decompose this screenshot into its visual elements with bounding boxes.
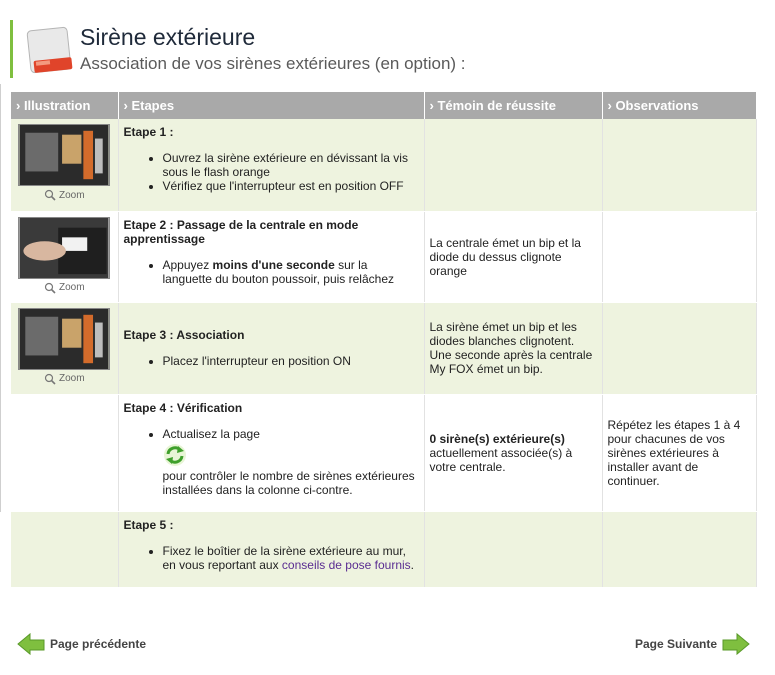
installation-advice-link[interactable]: conseils de pose fournis [281,557,411,572]
step-cell [118,511,424,587]
siren-icon [26,23,76,75]
step-2-photo[interactable] [18,217,110,279]
steps-table [11,92,757,588]
list-item: • Ouvrez la sirène extérieure en dévissant la vis sous le flash orange [163,151,418,179]
page-header [0,18,775,84]
observation-cell [602,302,756,394]
zoom-icon [44,282,56,294]
zoom-icon [44,373,56,385]
observation-cell [602,119,756,211]
page-subtitle: Association de vos sirènes extérieures (en option) : [80,54,466,73]
page-title: Sirène extérieure [80,24,256,50]
step-cell [118,302,424,394]
column-header-success: › Témoin de réussite [424,92,602,119]
table-row [11,511,756,587]
step-1-photo[interactable] [18,124,110,186]
success-cell [424,511,602,587]
success-cell [424,119,602,211]
previous-page-button[interactable] [16,632,146,656]
table-header-row [11,92,756,119]
success-cell: La sirène émet un bip et les diodes blanches clignotent. Une seconde après la centrale My FOX émet un bip. [424,302,602,394]
previous-page-label: Page précédente [50,637,147,651]
list-item: • Actualisez la page pour contrôler le nombre de sirènes extérieures installées dans la colonne ci-contre. [163,427,418,497]
step-cell [118,394,424,511]
table-row [11,211,756,302]
step-title: Etape 1 : [123,125,174,139]
step-title: Etape 3 : Association [123,328,245,342]
arrow-right-icon [721,632,751,656]
observation-cell [602,511,756,587]
step-cell [118,211,424,302]
table-row [11,394,756,511]
emphasis: moins d'une seconde [212,257,335,272]
list-item: • Placez l'interrupteur en position ON [163,354,418,368]
list-item: • Fixez le boîtier de la sirène extérieure au mur, en vous reportant aux conseils de pose fournis. [163,544,418,572]
list-item: • Appuyez moins d'une seconde sur la languette du bouton poussoir, puis relâchez [163,258,418,286]
observation-cell: Répétez les étapes 1 à 4 pour chacunes de vos sirènes extérieures à installer avant de continuer. [602,394,756,511]
arrow-left-icon [16,632,46,656]
illustration-cell [11,119,118,211]
accent-bar [10,20,13,78]
illustration-cell [11,302,118,394]
column-header-illustration: › Illustration [11,92,118,119]
step-title: Etape 5 : [123,517,174,532]
illustration-cell [11,394,118,511]
illustration-cell [11,511,118,587]
table-row [11,119,756,211]
sirene-count: 0 sirène(s) extérieure(s) [429,431,565,446]
column-header-steps: › Etapes [118,92,424,119]
next-page-label: Page Suivante [634,637,717,651]
zoom-icon [44,189,56,201]
illustration-cell [11,211,118,302]
step-title: Etape 4 : Vérification [123,400,243,415]
observation-cell [602,211,756,302]
next-page-button[interactable] [635,632,751,656]
list-item: • Vérifiez que l'interrupteur est en position OFF [163,179,418,193]
step-3-photo[interactable] [18,308,110,370]
step-title: Etape 2 : Passage de la centrale en mode apprentissage [123,217,359,246]
zoom-link[interactable]: Zoom [11,282,118,294]
column-header-observations: › Observations [602,92,756,119]
step-cell [118,119,424,211]
refresh-icon[interactable] [163,443,187,467]
left-divider [0,84,1,512]
zoom-link[interactable]: Zoom [11,373,118,385]
success-cell: La centrale émet un bip et la diode du dessus clignote orange [424,211,602,302]
table-row [11,302,756,394]
success-cell: 0 sirène(s) extérieure(s) actuellement associée(s) à votre centrale. [424,394,602,511]
zoom-link[interactable]: Zoom [11,189,118,201]
